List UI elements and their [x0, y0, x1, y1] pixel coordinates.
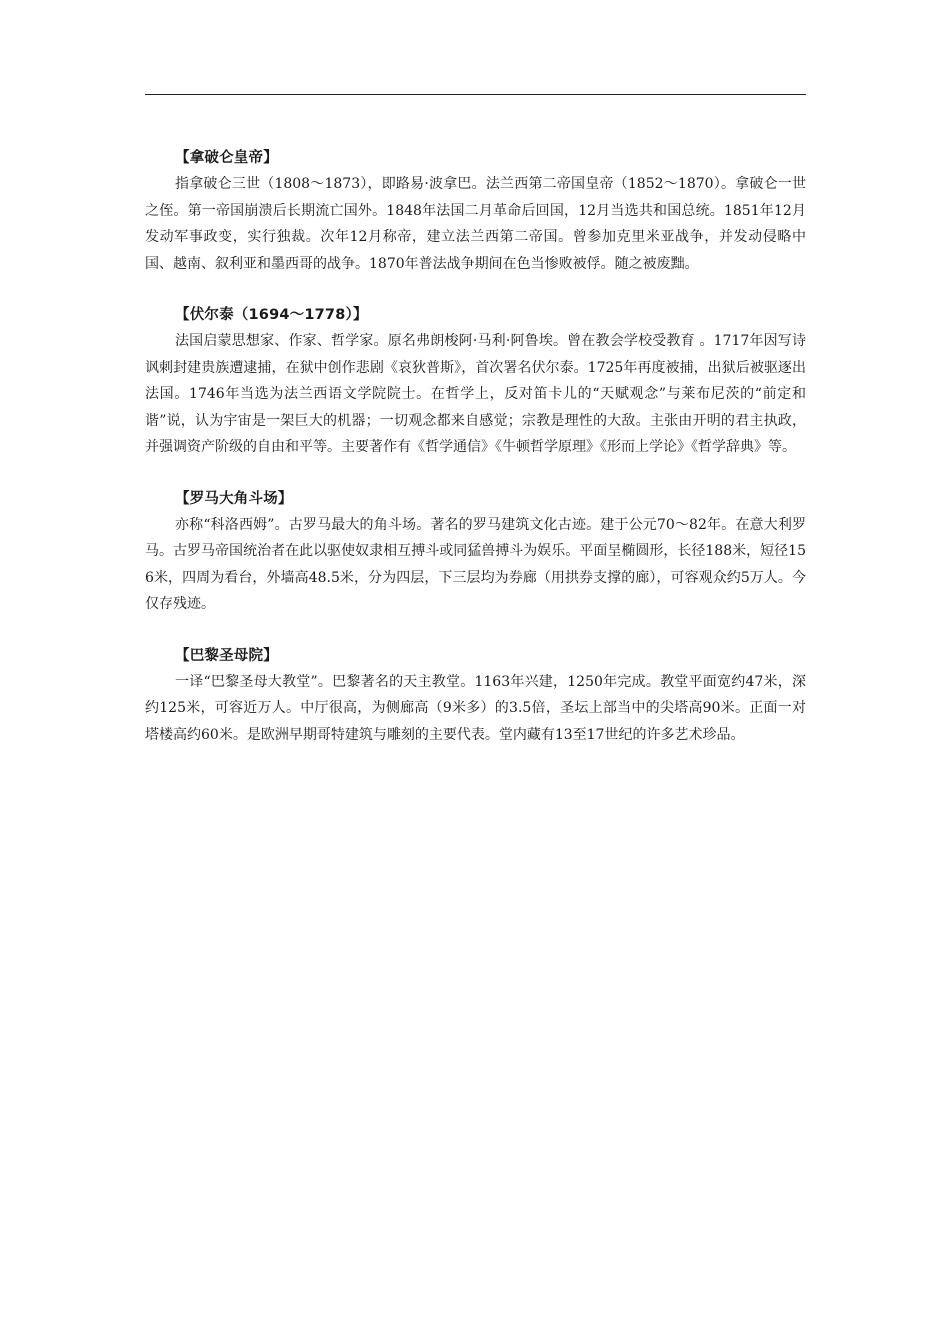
entry-title: 【罗马大角斗场】 [175, 490, 293, 507]
entry-voltaire [145, 302, 806, 461]
entry-title: 【巴黎圣母院】 [175, 647, 278, 664]
entry-title: 【拿破仑皇帝】 [175, 150, 278, 166]
header-rule [145, 94, 806, 95]
entry-body: 指拿破仑三世（1808～1873），即路易·波拿巴。法兰西第二帝国皇帝（1852～1870）。拿破仑一世之侄。第一帝国崩溃后长期流亡国外。1848年法国二月革命后回国，12月当选共和国总统。1851年12月发动军事政变，实行独裁。次年12月称帝，建立法兰西第二帝国。曾参加克里米亚战争，并发动侵略中国、越南、叙利亚和墨西哥的战争。1870年普法战争期间在色当惨败被俘。随之被废黜。 [145, 176, 806, 272]
entry-body: 亦称“科洛西姆”。古罗马最大的角斗场。著名的罗马建筑文化古迹。建于公元70～82年。在意大利罗马。古罗马帝国统治者在此以驱使奴隶相互搏斗或同猛兽搏斗为娱乐。平面呈椭圆形，长径188米，短径156米，四周为看台，外墙高48.5米，分为四层，下三层均为券廊（用拱券支撑的廊），可容观众约5万人。今仅存残迹。 [145, 516, 806, 612]
document-content [145, 145, 806, 773]
entry-notre-dame [145, 643, 806, 749]
entry-title: 【伏尔泰（1694～1778）】 [175, 307, 368, 323]
entry-colosseum [145, 486, 806, 618]
entry-napoleon [145, 145, 806, 277]
entry-body: 一译“巴黎圣母大教堂”。巴黎著名的天主教堂。1163年兴建，1250年完成。教堂平面宽约47米，深约125米，可容近万人。中厅很高，为侧廊高（9米多）的3.5倍，圣坛上部当中的尖塔高90米。正面一对塔楼高约60米。是欧洲早期哥特建筑与雕刻的主要代表。堂内藏有13至17世纪的许多艺术珍品。 [145, 673, 806, 743]
entry-body: 法国启蒙思想家、作家、哲学家。原名弗朗梭阿·马利·阿鲁埃。曾在教会学校受教育 。1717年因写诗讽刺封建贵族遭逮捕，在狱中创作悲剧《哀狄普斯》，首次署名伏尔泰。1725年再度被捕，出狱后被驱逐出法国。1746年当选为法兰西语文学院院士。在哲学上，反对笛卡儿的“天赋观念”与莱布尼茨的“前定和谐”说，认为宇宙是一架巨大的机器；一切观念都来自感觉；宗教是理性的大敌。主张由开明的君主执政，并强调资产阶级的自由和平等。主要著作有《哲学通信》《牛顿哲学原理》《形而上学论》《哲学辞典》等。 [145, 333, 806, 455]
